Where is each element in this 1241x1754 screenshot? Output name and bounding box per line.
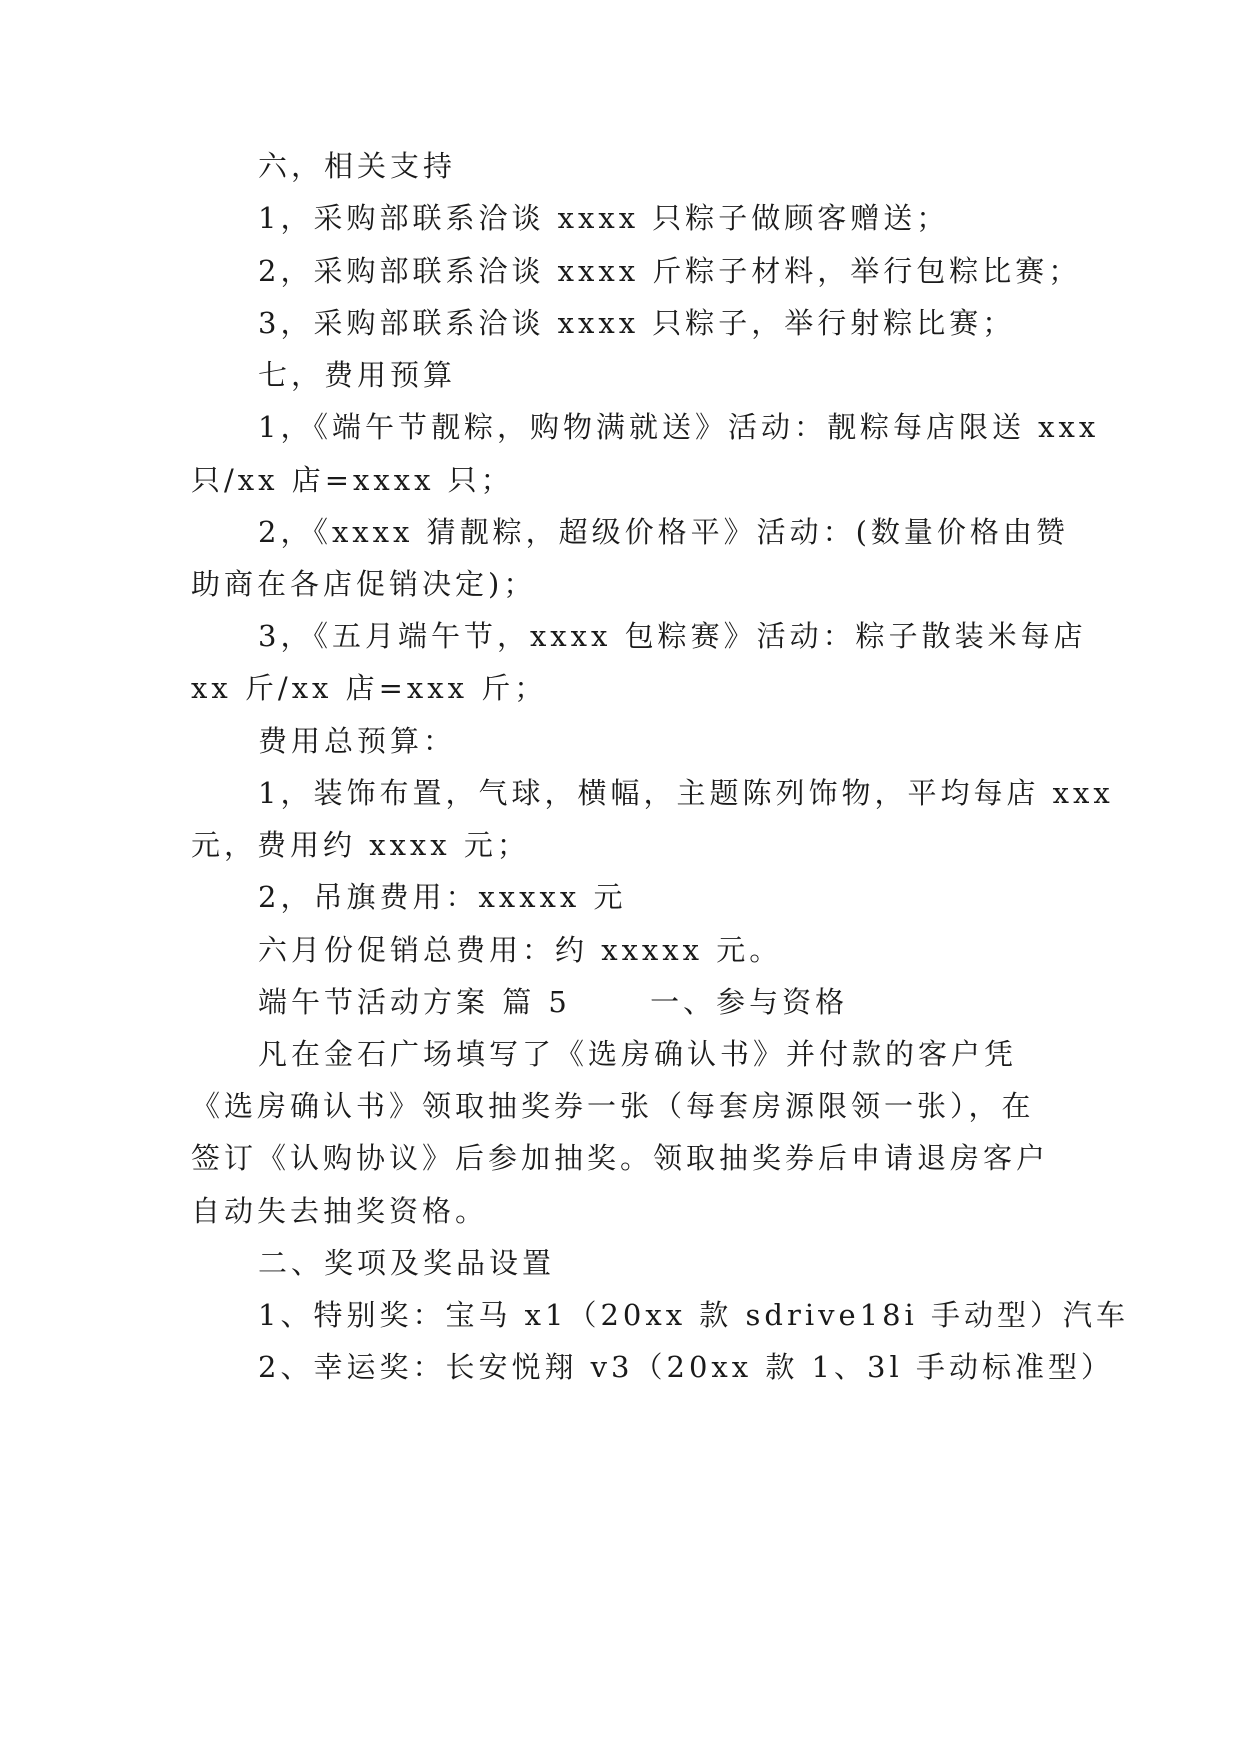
paragraph-line: xx 斤/xx 店=xxx 斤；: [191, 671, 548, 705]
paragraph-line: 凡在金石广场填写了《选房确认书》并付款的客户凭: [258, 1037, 1018, 1071]
paragraph-line: 元，费用约 xxxx 元；: [191, 828, 530, 862]
paragraph-line: 1，《端午节靓粽，购物满就送》活动：靓粽每店限送 xxx: [258, 410, 1100, 444]
paragraph-line: 签订《认购协议》后参加抽奖。领取抽奖券后申请退房客户: [191, 1141, 1050, 1175]
paragraph-line: 2，吊旗费用：xxxxx 元: [258, 880, 627, 914]
paragraph-line: 自动失去抽奖资格。: [191, 1194, 489, 1228]
section-heading: 端午节活动方案 篇 5 一、参与资格: [258, 985, 849, 1019]
paragraph-line: 1，装饰布置，气球，横幅，主题陈列饰物，平均每店 xxx: [258, 776, 1114, 810]
paragraph-line: 1，采购部联系洽谈 xxxx 只粽子做顾客赠送；: [258, 201, 950, 235]
paragraph-line: 《选房确认书》领取抽奖券一张（每套房源限领一张），在: [191, 1089, 1035, 1123]
paragraph-line: 助商在各店促销决定)；: [191, 567, 537, 601]
paragraph-line: 3，采购部联系洽谈 xxxx 只粽子，举行射粽比赛；: [258, 306, 1016, 340]
paragraph-line: 1、特别奖：宝马 x1（20xx 款 sdrive18i 手动型）汽车: [258, 1298, 1130, 1332]
paragraph-line: 只/xx 店=xxxx 只；: [191, 463, 514, 497]
paragraph-line: 3，《五月端午节，xxxx 包粽赛》活动：粽子散装米每店: [258, 619, 1087, 653]
paragraph-line: 2、幸运奖：长安悦翔 v3（20xx 款 1、3l 手动标准型）: [258, 1350, 1114, 1384]
section-heading: 六，相关支持: [258, 149, 457, 183]
section-heading: 费用总预算：: [258, 724, 457, 758]
paragraph-line: 六月份促销总费用：约 xxxxx 元。: [258, 933, 783, 967]
section-heading: 七，费用预算: [258, 358, 457, 392]
paragraph-line: 2，《xxxx 猜靓粽，超级价格平》活动：(数量价格由赞: [258, 515, 1069, 549]
section-heading: 二、奖项及奖品设置: [258, 1246, 556, 1280]
paragraph-line: 2，采购部联系洽谈 xxxx 斤粽子材料，举行包粽比赛；: [258, 254, 1082, 288]
